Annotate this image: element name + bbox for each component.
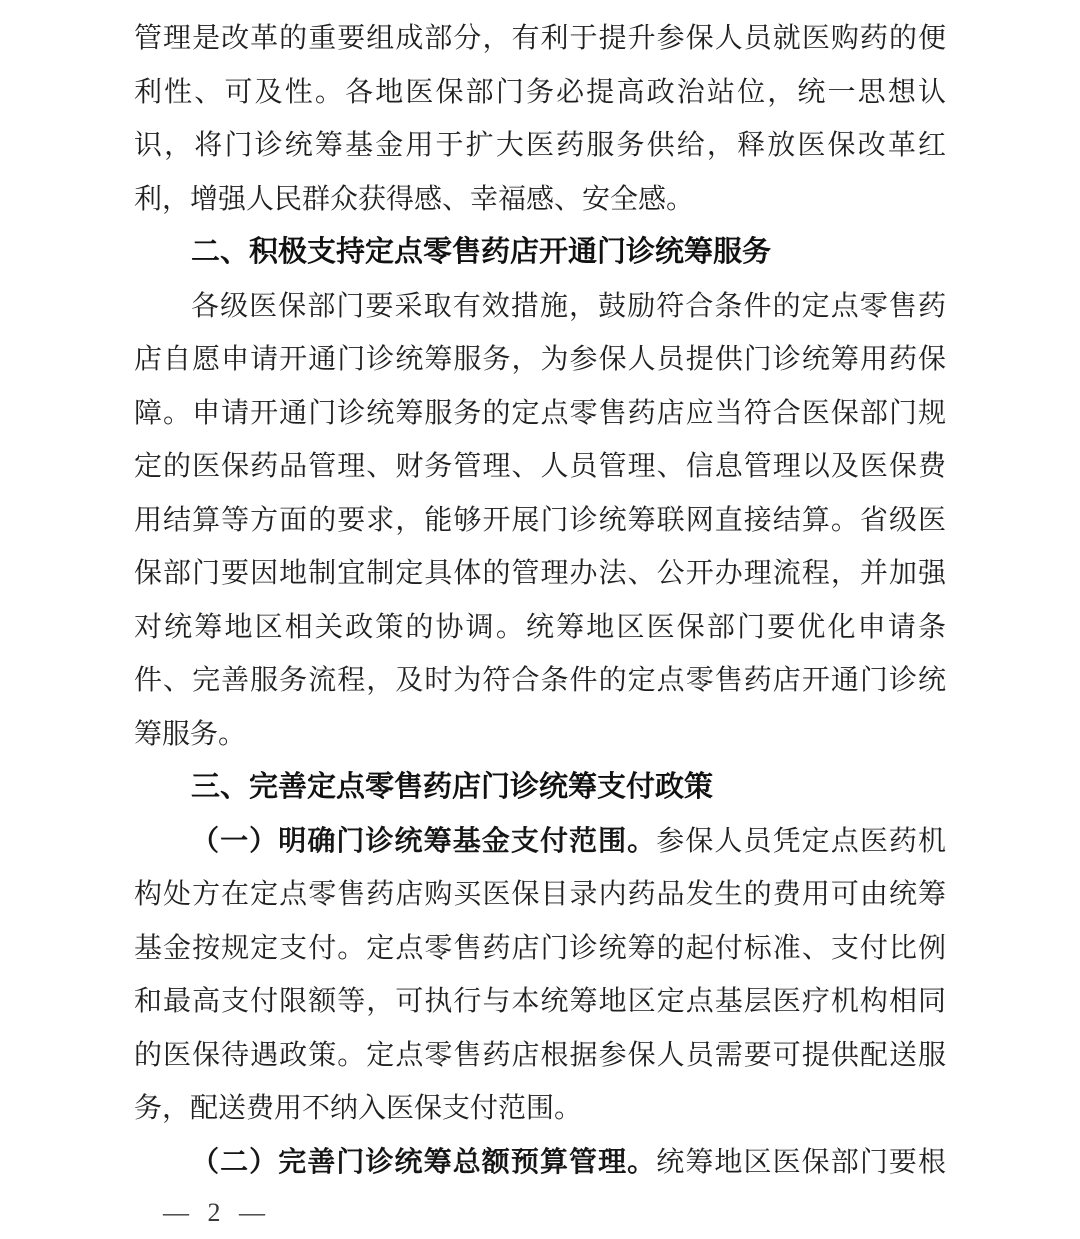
body-line: 和最高支付限额等，可执行与本统筹地区定点基层医疗机构相同 [134,986,946,1017]
body-line: 构处方在定点零售药店购买医保目录内药品发生的费用可由统筹 [134,879,946,910]
body-line: 障。申请开通门诊统筹服务的定点零售药店应当符合医保部门规 [134,397,946,429]
section-heading-2: 二、积极支持定点零售药店开通门诊统筹服务 [191,236,772,268]
body-line: 的医保待遇政策。定点零售药店根据参保人员需要可提供配送服 [134,1039,946,1071]
clause-body: 统筹地区医保部门要根 [656,1146,946,1178]
clause-lead-1: （一）明确门诊统筹基金支付范围。 [191,825,657,857]
body-line: 基金按规定支付。定点零售药店门诊统筹的起付标准、支付比例 [134,932,946,964]
clause-line [134,1136,946,1190]
body-line: 利性、可及性。各地医保部门务必提高政治站位，统一思想认 [134,76,946,108]
body-line: 定的医保药品管理、财务管理、人员管理、信息管理以及医保费 [134,451,946,482]
section-heading-3: 三、完善定点零售药店门诊统筹支付政策 [191,771,714,803]
body-line: 筹服务。 [134,718,247,750]
body-line: 务，配送费用不纳入医保支付范围。 [134,1093,583,1124]
body-line: 保部门要因地制宜制定具体的管理办法、公开办理流程，并加强 [134,558,946,589]
body-line: 识，将门诊统筹基金用于扩大医药服务供给，释放医保改革红 [134,130,946,161]
clause-line [134,815,946,869]
body-line: 用结算等方面的要求，能够开展门诊统筹联网直接结算。省级医 [134,504,946,536]
document-page [134,12,946,1189]
body-line: 利，增强人民群众获得感、幸福感、安全感。 [134,183,695,215]
body-line: 店自愿申请开通门诊统筹服务，为参保人员提供门诊统筹用药保 [134,344,946,375]
page-number: — 2 — [163,1198,271,1227]
clause-lead-2: （二）完善门诊统筹总额预算管理。 [191,1146,657,1178]
body-line: 各级医保部门要采取有效措施，鼓励符合条件的定点零售药 [191,290,946,322]
body-line: 管理是改革的重要组成部分，有利于提升参保人员就医购药的便 [134,23,946,54]
body-line: 件、完善服务流程，及时为符合条件的定点零售药店开通门诊统 [134,665,946,696]
body-line: 对统筹地区相关政策的协调。统筹地区医保部门要优化申请条 [134,611,946,643]
clause-body: 参保人员凭定点医药机 [656,825,946,857]
